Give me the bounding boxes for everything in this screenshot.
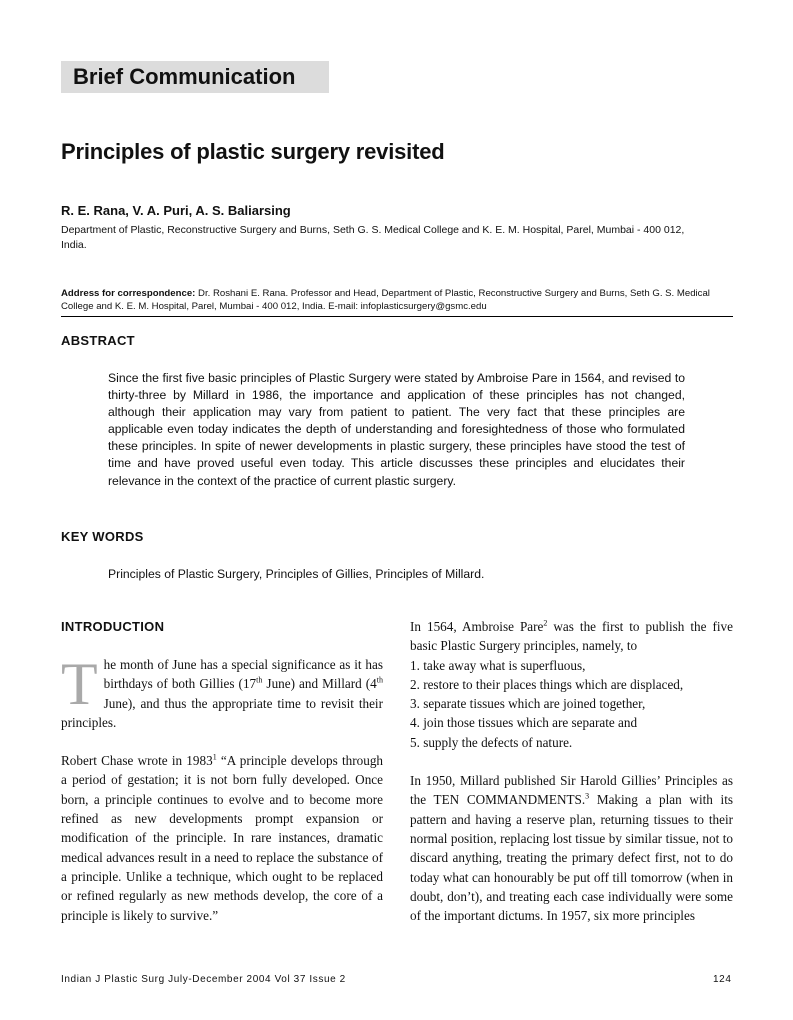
affiliation: Department of Plastic, Reconstructive Surgery and Burns, Seth G. S. Medical College and K. E. M. Hospital, Parel, Mumbai - 400 012, India. (61, 224, 685, 251)
page-number: 124 (713, 974, 732, 985)
chase-text-b: “A principle develops through a period of gestation; it is not born fully developed. Once born, a principle continues to evolve and to become more refined as new developments prompt expansion or modification of the principle. In rare instances, dramatic medical advances result in a need to replace the substance of a principle. Unlike a technique, which ought to be replaced or refined regularly as new methods develop, the core of a principle is likely to survive.” (61, 753, 384, 923)
pare-text-a: In 1564, Ambroise Pare (410, 619, 544, 634)
list-item: 1. take away what is superfluous, (410, 657, 586, 673)
abstract-text: Since the first five basic principles of Plastic Surgery were stated by Ambroise Pare in 1564, and revised to thirty-three by Millard in 1986, the importance and application of these principles has not changed, although their application may vary from patient to patient. The very fact that these principles are applicable even today indicates the depth of understanding and foresightedness of those who formulated these principles. In spite of newer developments in plastic surgery, these principles have stood the test of time and have proved useful even today. This article discusses these principles and elucidates their relevance in the context of the practice of current plastic surgery. (108, 371, 685, 488)
correspondence-address (61, 288, 733, 317)
authors: R. E. Rana, V. A. Puri, A. S. Baliarsing (61, 203, 291, 218)
pare-text-b: was the first to publish the five basic Plastic Surgery principles, namely, to (410, 619, 733, 654)
keywords-text: Principles of Plastic Surgery, Principles of Gillies, Principles of Millard. (108, 567, 485, 581)
superscript: th (256, 675, 263, 685)
millard-text-a: In 1950, Millard published Sir Harold Gillies’ Principles as the TEN COMMANDMENTS. (410, 773, 733, 808)
journal-citation: Indian J Plastic Surg July-December 2004 Vol 37 Issue 2 (61, 974, 346, 985)
millard-paragraph (410, 771, 733, 925)
intro-text-b: June) and Millard (4 (262, 676, 377, 692)
pare-paragraph (410, 617, 733, 656)
chase-quote-paragraph (61, 751, 383, 925)
intro-text-c: June), and thus the appropriate time to revisit their principles. (61, 695, 383, 730)
reference-3: 3 (585, 791, 590, 801)
drop-cap: T (61, 651, 98, 717)
principles-list (410, 656, 733, 752)
correspondence-text: Dr. Roshani E. Rana. Professor and Head, Department of Plastic, Reconstructive Surgery and Burns, Seth G. S. Medical College and K. E. M. Hospital, Parel, Mumbai - 400 012, India. E-mail: infoplasticsurgery@gsmc.edu (61, 288, 710, 312)
keywords-heading: KEY WORDS (61, 529, 144, 544)
right-column (410, 617, 733, 925)
abstract-heading: ABSTRACT (61, 333, 135, 348)
list-item: 5. supply the defects of nature. (410, 734, 573, 750)
left-column (61, 651, 384, 925)
intro-paragraph (61, 651, 383, 732)
intro-text-a: he month of June has a special significance as it has birthdays of both Gillies (17 (103, 657, 383, 692)
section-label: Brief Communication (61, 61, 329, 93)
chase-text-a: Robert Chase wrote in 1983 (61, 753, 213, 769)
list-item: 4. join those tissues which are separate and (410, 715, 638, 731)
reference-1: 1 (212, 752, 217, 762)
superscript: th (376, 675, 383, 685)
correspondence-label: Address for correspondence: (61, 288, 196, 299)
reference-2: 2 (543, 618, 548, 628)
introduction-heading: INTRODUCTION (61, 619, 165, 634)
millard-text-b: Making a plan with its pattern and having a reserve plan, returning tissues to their normal position, replacing lost tissue by similar tissue, not to discard anything, treating the primary defect first, not to do today what can honourably be put off till tomorrow (when in doubt, don’t), and treating each case individually were some of the important dictums. In 1957, six more principles (410, 792, 733, 924)
list-item: 2. restore to their places things which are displaced, (410, 676, 684, 692)
article-title: Principles of plastic surgery revisited (61, 139, 445, 164)
list-item: 3. separate tissues which are joined together, (410, 696, 646, 712)
